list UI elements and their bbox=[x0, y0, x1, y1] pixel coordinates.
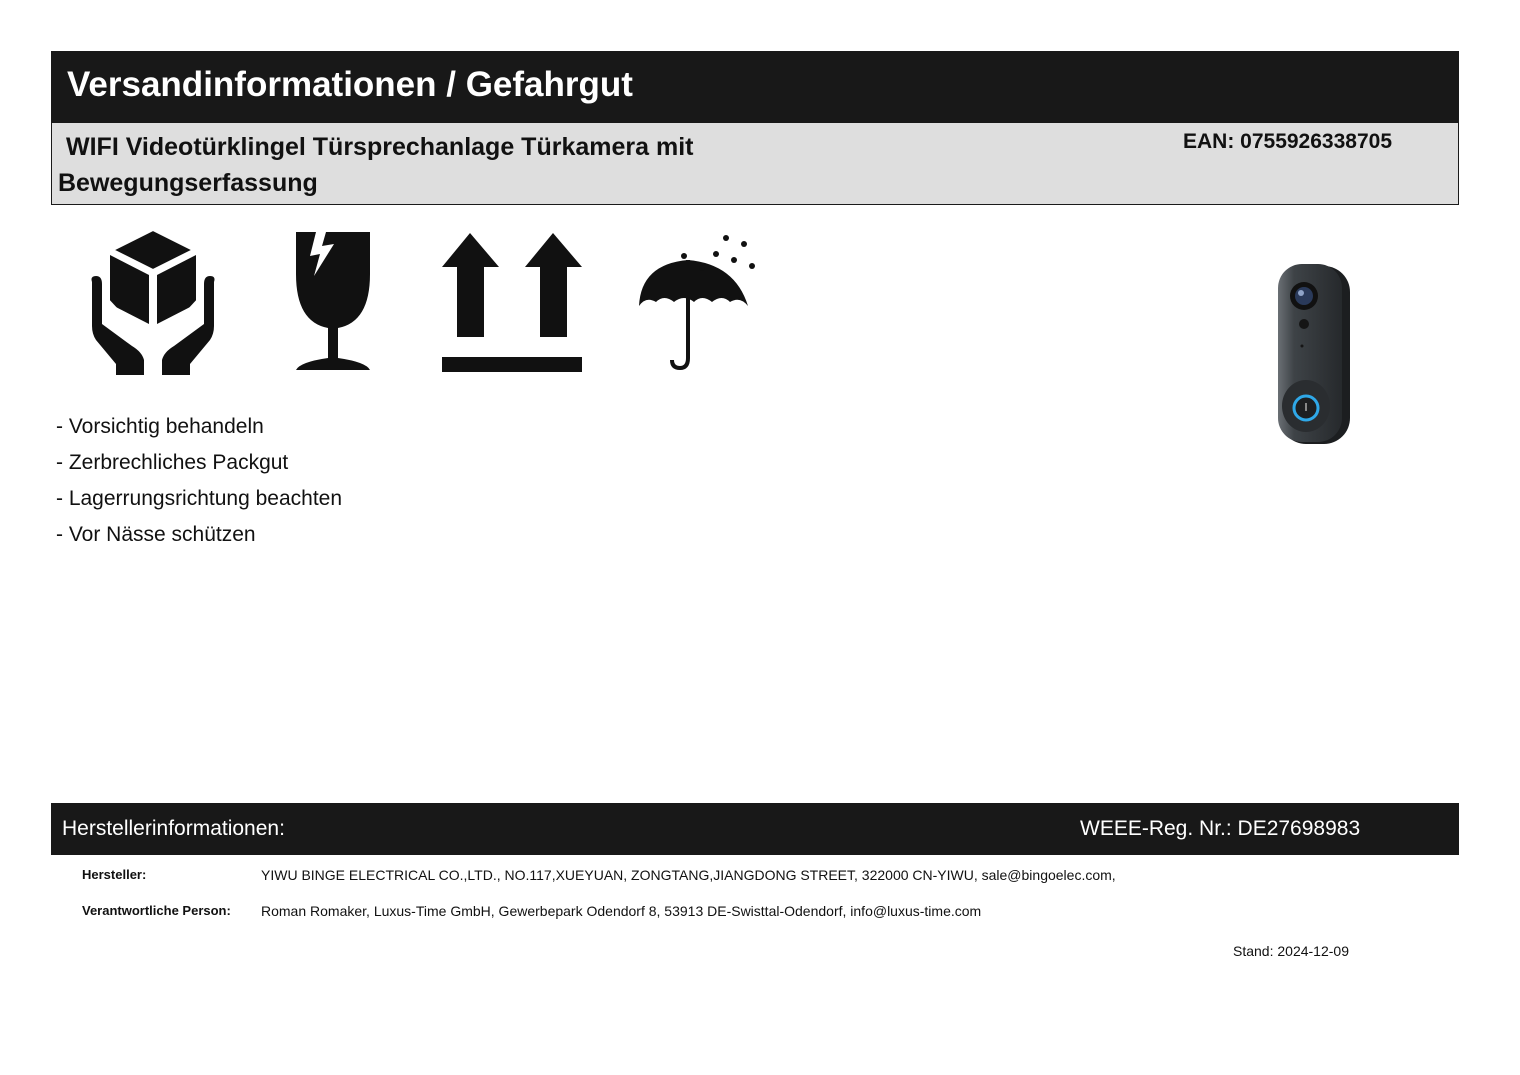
handling-notes bbox=[56, 409, 342, 553]
handle-with-care-icon bbox=[90, 228, 216, 376]
manufacturer-bar bbox=[51, 803, 1459, 855]
note-item: - Vor Nässe schützen bbox=[56, 523, 256, 546]
title-bar bbox=[51, 51, 1459, 123]
date-stamp: Stand: 2024-12-09 bbox=[1233, 943, 1349, 959]
page-title: Versandinformationen / Gefahrgut bbox=[67, 65, 633, 104]
note-item: - Vorsichtig behandeln bbox=[56, 415, 264, 438]
responsible-person-label: Verantwortliche Person: bbox=[82, 903, 231, 918]
keep-dry-icon bbox=[636, 230, 758, 372]
fragile-icon bbox=[294, 230, 372, 374]
manufacturer-label: Hersteller: bbox=[82, 867, 147, 882]
product-bar bbox=[51, 123, 1459, 205]
ean-code: EAN: 0755926338705 bbox=[1183, 130, 1392, 153]
note-item: - Lagerrungsrichtung beachten bbox=[56, 487, 343, 510]
note-item: - Zerbrechliches Packgut bbox=[56, 451, 289, 474]
manufacturer-title: Herstellerinformationen: bbox=[62, 817, 285, 840]
manufacturer-value: YIWU BINGE ELECTRICAL CO.,LTD., NO.117,XUEYUAN, ZONGTANG,JIANGDONG STREET, 322000 CN-YIWU, sale@bingoelec.com, bbox=[261, 867, 1116, 883]
product-name: WIFI Videotürklingel Türsprechanlage Türkamera mit Bewegungserfassung bbox=[58, 133, 694, 197]
weee-number: WEEE-Reg. Nr.: DE27698983 bbox=[1080, 817, 1361, 840]
product-image bbox=[1270, 262, 1356, 448]
responsible-person-value: Roman Romaker, Luxus-Time GmbH, Gewerbepark Odendorf 8, 53913 DE-Swisttal-Odendorf, info@luxus-time.com bbox=[261, 903, 982, 919]
this-way-up-icon bbox=[441, 233, 583, 373]
